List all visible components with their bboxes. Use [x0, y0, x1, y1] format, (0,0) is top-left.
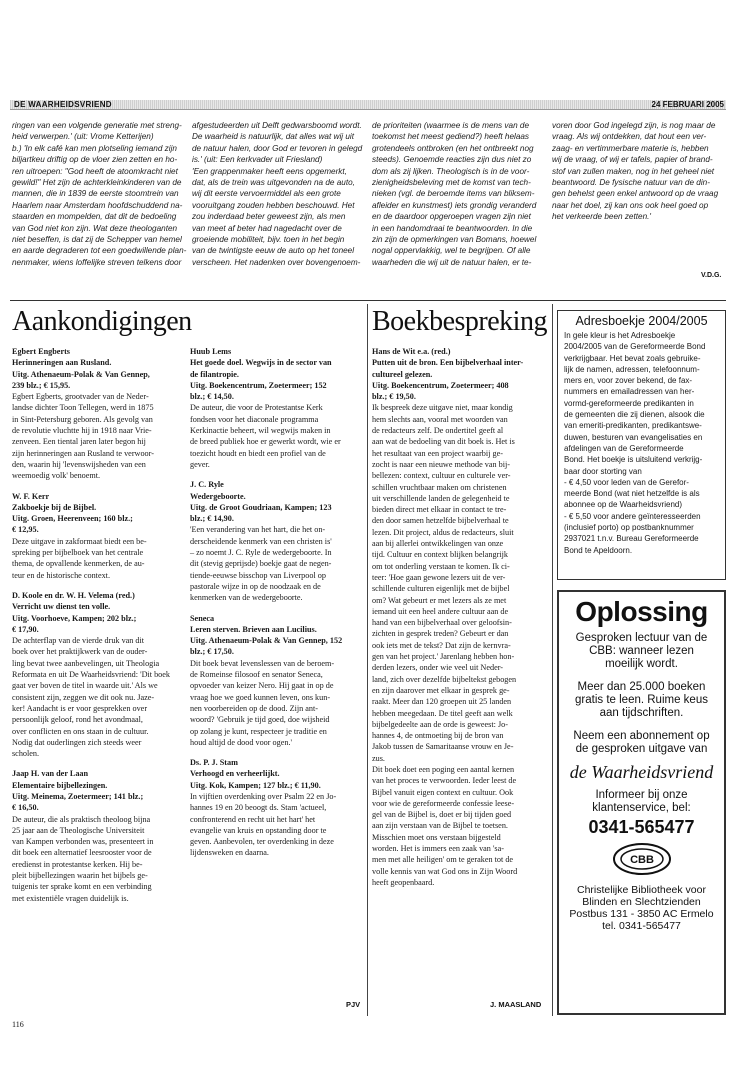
adresboekje-body: In gele kleur is het Adresboekje 2004/2005 van de Gereformeerde Bond verkrijgbaar. Het bevat zoals gebruike- lijk de namen, adressen, telefoonnum- mers en, voor zover bekend, de fax- nummers en emailadressen van her- vormd-gereformeerde predikanten in de gemeenten die zij dienen, alsook die van emeriti-predikanten, predikantswe- duwen, besturen van evangelisaties en afdelingen van de Gereformeerde Bond. Het boekje is uitsluitend verkrijg- baar door storting van - € 4,50 voor leden van de Gerefor- meerde Bond (wat niet hetzelfde is als abonnee op de Waarheidsvriend) - € 5,50 voor andere geïnteresseerden (inclusief porto) op postbanknummer 2937021 t.n.v. Bureau Gereformeerde Bond te Apeldoorn. — [564, 331, 706, 555]
oplossing-line-3: Neem een abonnement op de gesproken uitgave van — [573, 730, 710, 755]
entry-body: Dit boek bevat levenslessen van de beroem- de Romeinse filosoof en senator Seneca, opvoeder van keizer Nero. Hij gaat in op de vraag hoe we goed kunnen leven, ons kun- nen voorbereiden op de dood. Zijn ant- woord? 'Gebruik je tijd goed, doe wijsheid op zolang je kunt, respecteer je traditie en houd altijd de dood voor ogen.' — [190, 658, 335, 747]
entry-body: Egbert Egberts, grootvader van de Neder- landse dichter Toon Tellegen, werd in 1875 in Sint-Petersburg geboren. Als gevolg van de revolutie vluchtte hij in 1918 naar Vrie- zenveen. Een tiental jaren later begon hij zijn herinneringen aan Rusland te verwoor- den, waarin hij 'levenswijsheden van een weemoedig volk' benoemt. — [12, 392, 154, 481]
entry-title: Zakboekje bij de Bijbel. — [12, 502, 97, 512]
entry-author: J. C. Ryle — [190, 480, 224, 490]
announcement-entry — [190, 479, 364, 603]
entry-title: Leren sterven. Brieven aan Lucilius. — [190, 624, 317, 634]
entry-price: € 14,50. — [207, 392, 234, 402]
entry-price: € 17,50. — [207, 647, 234, 657]
entry-author: W. F. Kerr — [12, 491, 50, 501]
review-publisher: Uitg. Boekencentrum, Zoetermeer; 408 blz.; — [372, 380, 509, 402]
column-rule — [552, 304, 553, 1016]
aankondigingen-col-1 — [12, 346, 184, 913]
boekbespreking-column — [372, 346, 548, 888]
header-bar — [10, 100, 726, 110]
page-number: 116 — [12, 1020, 24, 1029]
entry-publisher: Uitg. Voorhoeve, Kampen; 202 blz.; — [12, 613, 137, 623]
entry-title: Verhoogd en verheerlijkt. — [190, 769, 280, 779]
announcement-entry — [12, 491, 184, 581]
entry-body: 'Een verandering van het hart, die het on- derscheidende kenmerk van een christen is' – zo noemt J. C. Ryle de wedergeboorte. In dit (stevig geprijsde) boekje gaat de negen- tiende-eeuwse bisschop van Liverpool op pastorale wijze in op de noodzaak en de kenmerken van de wedergeboorte. — [190, 525, 332, 603]
cbb-logo — [563, 842, 720, 880]
announcement-entry — [190, 346, 364, 470]
entry-price: € 17,90. — [12, 624, 39, 634]
oplossing-ad — [557, 590, 726, 1015]
entry-price: € 11,90. — [294, 780, 321, 790]
top-column-3: de prioriteiten (waarmee is de mens van de toekomst het meest gediend?) heeft helaas grotendeels ontbroken (en het ontbreekt nog steeds). Genoemde reacties zijn dus niet zo dom als zij lijken. Theologisch is in de voor- zienigheidsbeleving met de komst van tech- nieken (vgl. de beroemde items van bliksem- afleider en kunstmest) iets grondig veranderd en de daardoor opgeroepen vragen zijn niet in een handomdraai te beantwoorden. In die zin zijn de opmerkingen van Bomans, hoewel nogal oppervlakkig, wel te begrijpen. Of alle waarheden die wij uit de natuur halen, er te- — [372, 121, 537, 267]
publication-name: DE WAARHEIDSVRIEND — [14, 100, 112, 109]
aankondigingen-col-2 — [190, 346, 364, 868]
entry-publisher: Uitg. Meinema, Zoetermeer; 141 blz.; — [12, 791, 144, 801]
entry-author: Ds. P. J. Stam — [190, 758, 238, 768]
cbb-logo-icon — [612, 842, 672, 876]
issue-date: 24 FEBRUARI 2005 — [651, 100, 724, 109]
oplossing-brand: de Waarheidsvriend — [569, 762, 714, 782]
announcement-entry — [12, 590, 184, 759]
entry-author: Huub Lems — [190, 347, 232, 356]
entry-title: Elementaire bijbellezingen. — [12, 780, 108, 790]
adresboekje-title: Adresboekje 2004/2005 — [575, 314, 708, 328]
entry-author: D. Koole en dr. W. H. Velema (red.) — [12, 590, 135, 600]
entry-publisher: Uitg. Boekencentrum, Zoetermeer; 152 blz.; — [190, 380, 327, 402]
entry-price: € 12,95. — [12, 525, 39, 535]
entry-body: De achterflap van de vierde druk van dit boek over het praktijkwerk van de ouder- ling bevat twee aanbevelingen, uit Theologia Reformata en uit De Waarheidsvriend: 'Dit boek gaat ver boven de titel in waarde uit.' Als we consistent zijn, zeggen we dit ook nu. Jaze- ker! Aandacht is er voor gesprekken over persoonlijk geloof, rond het avondmaal, over conflicten en ons staan in de cultuur. Nodig dat ouderlingen zich steeds weer scholen. — [12, 636, 170, 759]
oplossing-line-2: Meer dan 25.000 boeken gratis te leen. Ruime keus aan tijdschriften. — [575, 681, 708, 719]
review-book-title: Putten uit de bron. Een bijbelverhaal inter- cultureel gelezen. — [372, 358, 524, 379]
entry-publisher: Uitg. de Groot Goudriaan, Kampen; 123 blz.; — [190, 502, 332, 524]
entry-title: Verricht uw dienst ten volle. — [12, 602, 111, 612]
entry-author: Seneca — [190, 613, 215, 623]
divider — [10, 300, 726, 301]
review-body: Ik bespreek deze uitgave niet, maar kondig hem slechts aan, vooral met woorden van de redacteurs zelf. De ondertitel geeft al aan wat de bedoeling van dit boek is. Het is het resultaat van een project waarbij ge- zocht is naar een nieuwe methode van bij- bellezen: context, cultuur en culturele ver- schillen vruchtbaar maken om christenen uit verschillende landen de gelegenheid te bieden direct met elkaar in contact te tre- den door samen hetzelfde bijbelverhaal te lezen. Dit project, aldus de redacteurs, sluit aan bij allerlei ontwikkelingen van onze tijd. Cultuur en context blijken belangrijk om tot onderling verstaan te komen. Ik ci- teer: 'Hoe gaan gewone lezers uit de ver- schillende culturen eigenlijk met de bijbel om? Wat gebeurt er met lezers als ze met iemand uit een heel andere cultuur aan de hand van een bijbelverhaal over geloofsin- zichten in gesprek treden? Gebeurt er dan ook iets met de tekst? Dat zijn de kernvra- gen van het project.' Jarenlang hebben hon- derden lezers, onder wie veel uit Neder- land, zich over dezelfde bijbeltekst gebogen en zijn daarover met elkaar in gesprek ge- raakt. Meer dan 120 groepen uit 25 landen hebben meegedaan. De titel geeft aan welk bijbelgedeelte aan de orde is geweest: Jo- hannes 4, de ontmoeting bij de bron van Jakob tussen de Samaritaanse vrouw en Je- zus. Dit boek doet een poging een aantal kernen van het proces te verwoorden. Ieder leest de Bijbel vanuit eigen context en cultuur. Ook voor wie de gereformeerde confessie leese- gel van de Bijbel is, doet er bij tijden goed aan zijn verstaan van de Bijbel te toetsen. Misschien moet ons verstaan bijgesteld worden. Het is immers een zaak van 'sa- men met alle heiligen' om te geraken tot de volle kennis van wat God ons in Zijn Woord heeft geopenbaard. — [372, 403, 518, 887]
aankondigingen-title: Aankondigingen — [12, 306, 192, 337]
entry-price: 239 blz.; € 15,95. — [12, 380, 71, 390]
top-signature: V.D.G. — [701, 272, 722, 279]
entry-price: € 16,50. — [12, 803, 39, 813]
entry-price: € 14,90. — [207, 514, 234, 524]
review-signature: J. MAASLAND — [490, 1000, 542, 1009]
aankondigingen-signature: PJV — [346, 1000, 361, 1009]
announcement-entry — [12, 768, 184, 904]
entry-publisher: Uitg. Athenaeum-Polak & Van Gennep, 152 blz.; — [190, 636, 343, 657]
oplossing-line-1: Gesproken lectuur van de CBB: wanneer lezen moeilijk wordt. — [575, 632, 708, 670]
top-column-2: afgestudeerden uit Delft gedwarsboomd wordt. De waarheid is natuurlijk, dat alles wat wij uit de natuur halen, door God er tevoren in gelegd is.' (uit: Een kerkvader uit Friesland) 'Een grappenmaker heeft eens opgemerkt, dat, als de trein was uitgevonden na de auto, wij dit eerste vervoermiddel als een grote vooruitgang zouden hebben beschouwd. Het zou inderdaad beter geweest zijn, als men van meet af beter had nagedacht over de groeiende mobiliteit, bijv. toen in het begin van de twintigste eeuw de auto op het toneel verscheen. Het nadenken over bovengenoem- — [192, 121, 363, 267]
entry-publisher: Uitg. Kok, Kampen; 127 blz.; — [190, 780, 293, 790]
oplossing-line-4: Informeer bij onze klantenservice, bel: — [592, 789, 691, 814]
boekbespreking-title: Boekbespreking — [372, 306, 547, 337]
top-column-1: ringen van een volgende generatie met streng- heid verwerpen.' (uit: Vrome Ketterijen) b.) 'In elk café kan men plotseling iemand zijn biljartkeu driftig op de vloer zien zetten en ho- ren uitroepen: "God heeft de atoomkracht niet gewild!" Het zijn de achterkleinkinderen van de mannen, die in 1839 de eerste stoomtrein van Haarlem naar Amsterdam hoofdschuddend na- staarden en mompelden, dat dit de bedoeling van God niet kon zijn. Wat deze theologanten niet beseffen, is dat zij de Schepper van hemel en aarde degraderen tot een goedwillende plan- nenmaker, wiens loffelijke streven telkens door — [12, 121, 187, 267]
entry-title: Het goede doel. Wegwijs in de sector van de filantropie. — [190, 358, 332, 379]
announcement-entry — [190, 613, 364, 749]
entry-body: Deze uitgave in zakformaat biedt een be- spreking per bijbelboek van het centrale thema, de opvallende kenmerken, de au- teur en de historische context. — [12, 536, 147, 580]
entry-body: In vijftien overdenking over Psalm 22 en Jo- hannes 19 en 20 beoogt ds. Stam 'actueel, confronterend en recht uit het hart' het evangelie van kruis en opstanding door te geven. Aanbevolen, ter overdenking in deze lijdensweken en daarna. — [190, 791, 337, 858]
announcement-entry — [12, 346, 184, 482]
entry-body: De auteur, die voor de Protestantse Kerk fondsen voor het diaconale programma Kerkinactie beheert, wil wegwijs maken in de breed publiek hoe er gewerkt wordt, wie er toezicht houdt en biedt een profiel van de gever. — [190, 403, 341, 469]
announcement-entry — [190, 757, 364, 859]
entry-publisher: Uitg. Groen, Heerenveen; 160 blz.; — [12, 514, 133, 524]
entry-author: Jaap H. van der Laan — [12, 769, 89, 779]
review-author: Hans de Wit e.a. (red.) — [372, 347, 451, 356]
review-price: € 19,50. — [389, 392, 416, 402]
entry-author: Egbert Engberts — [12, 347, 70, 356]
entry-publisher: Uitg. Athenaeum-Polak & Van Gennep, — [12, 369, 150, 379]
entry-title: Wedergeboorte. — [190, 491, 246, 501]
oplossing-footer: Christelijke Bibliotheek voor Blinden en Slechtzienden Postbus 131 - 3850 AC Ermelo tel. 0341-565477 — [569, 884, 714, 932]
entry-title: Herinneringen aan Rusland. — [12, 358, 112, 368]
oplossing-phone: 0341-565477 — [588, 817, 695, 837]
column-rule — [367, 304, 368, 1016]
entry-body: De auteur, die als praktisch theoloog bijna 25 jaar aan de Theologische Universiteit van Kampen verbonden was, presenteert in dit boek een alternatief leesrooster voor de eredienst in protestantse kerken. Hij be- pleit bijbellezingen waarin het bijbels ge- tuigenis ter sprake komt en een verbinding met existentiële vragen duidelijk is. — [12, 814, 154, 903]
oplossing-title: Oplossing — [575, 596, 708, 627]
adresboekje-box — [557, 310, 726, 580]
top-column-4: voren door God ingelegd zijn, is nog maar de vraag. Als wij ontdekken, dat hout een ver- zaag- en vertimmerbare materie is, hebben wij de vraag, of wij er tafels, papier of brand- stof van zullen maken, nog in het geheel niet beantwoord. De fysische natuur van de din- gen behelst geen enkel antwoord op de vraag naar het doel, zij kan ons ook heel goed op het verkeerde been zetten.' — [552, 121, 719, 222]
cbb-logo-text: CBB — [629, 854, 654, 866]
